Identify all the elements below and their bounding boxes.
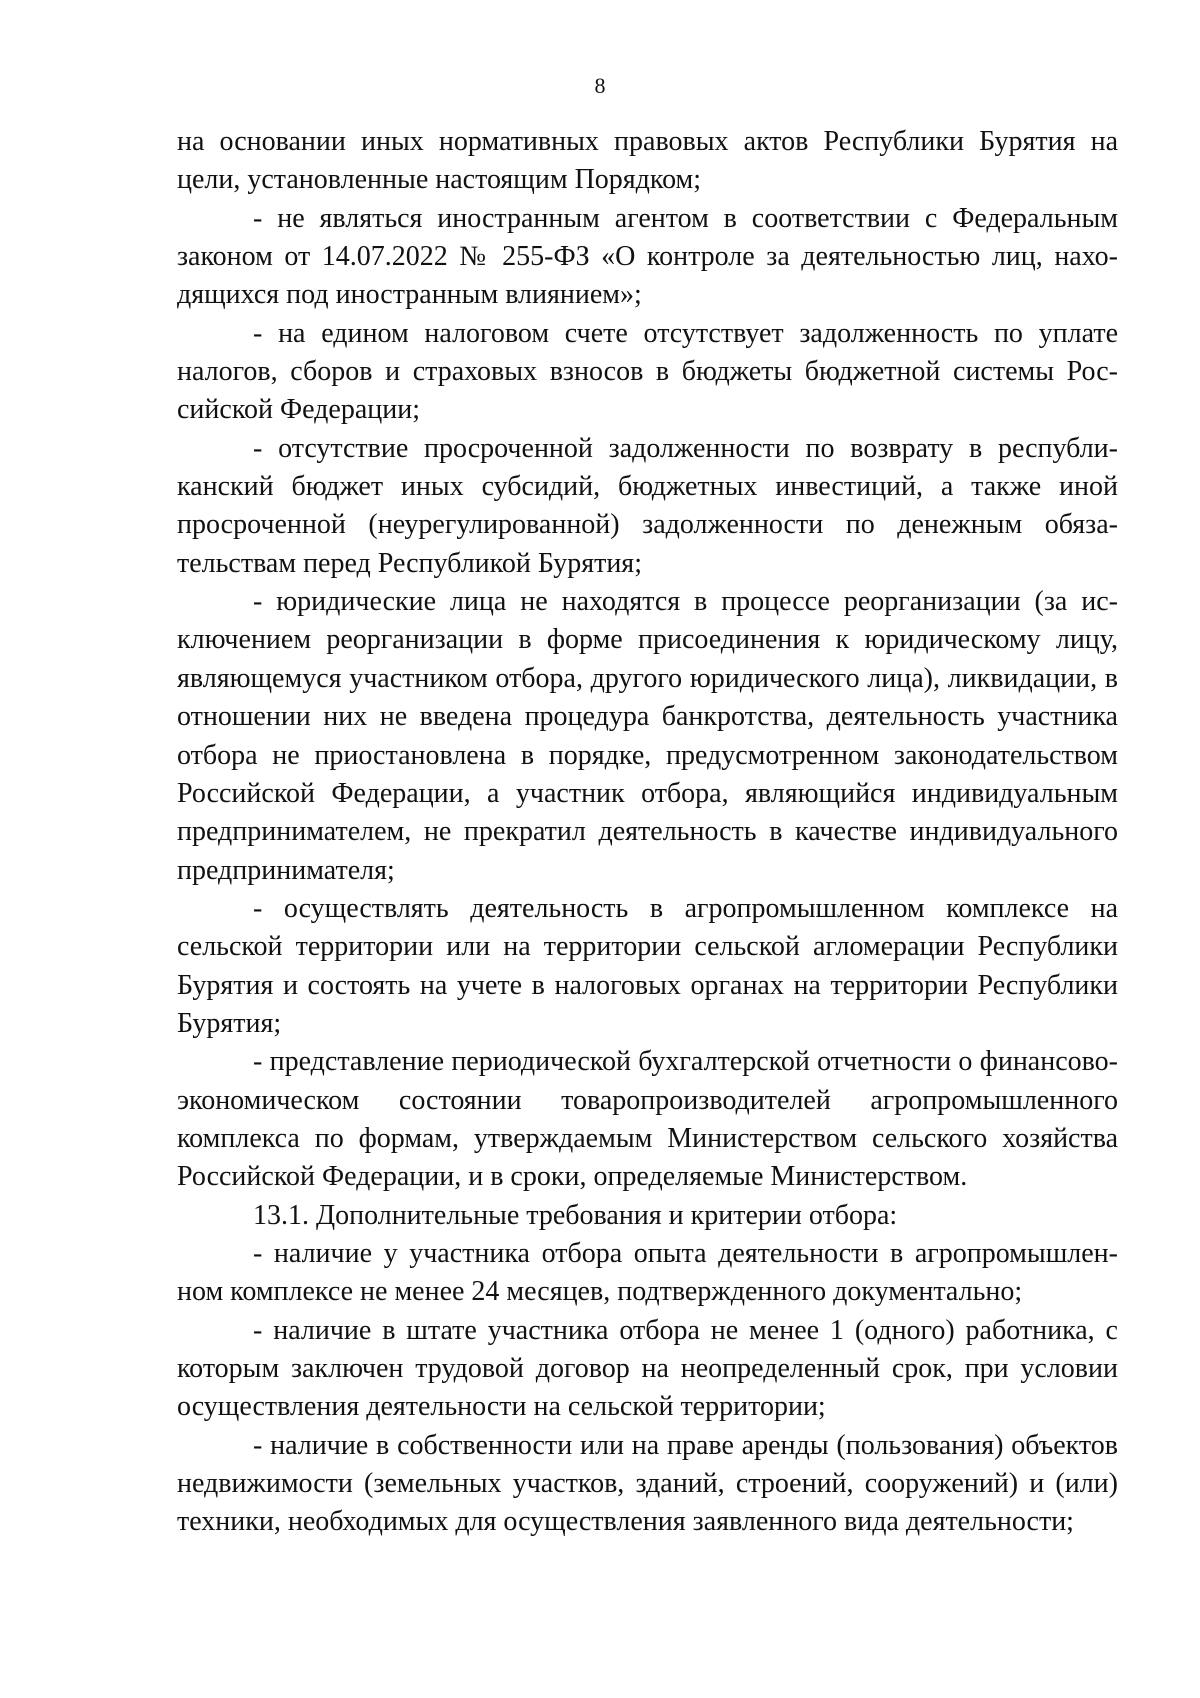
paragraph-foreign-agent: - не являться иностранным агентом в соответствии с Федеральным законом от 14.07.2022 № 255-ФЗ «О контроле за деятельностью лиц, находящихся под иностранным влиянием»; <box>177 202 1118 311</box>
paragraph-tax-debt: - на едином налоговом счете отсутствует задолженность по уплате налогов, сборов и страховых взносов в бюджеты бюджетной системы Российской Федерации; <box>177 317 1118 426</box>
paragraph-experience: - наличие у участника отбора опыта деятельности в агропромышленном комплексе не менее 24 месяцев, подтвержденного документально; <box>177 1237 1118 1308</box>
paragraph-property: - наличие в собственности или на праве аренды (пользования) объектов недвижимости (земельных участков, зданий, строений, сооружений) и (или) техники, необходимых для осуществления заявленного вида деятельности; <box>177 1429 1118 1538</box>
paragraph-agro-activity: - осуществлять деятельность в агропромышленном комплексе на сельской территории или на территории сельской агломерации Республики Бурятия и состоять на учете в налоговых органах на территории Республики Бурятия; <box>177 892 1118 1039</box>
paragraph-continuation: на основании иных нормативных правовых актов Республики Бурятия на цели, установленные настоящим Порядком; <box>177 126 1118 196</box>
paragraph-staff: - наличие в штате участника отбора не менее 1 (одного) работника, с которым заключен трудовой договор на неопределенный срок, при условии осуществления деятельности на сельской территории; <box>177 1314 1118 1423</box>
document-body <box>177 123 1118 1542</box>
paragraph-overdue-debt: - отсутствие просроченной задолженности по возврату в республиканский бюджет иных субсидий, бюджетных инвестиций, а также иной просроченной (неурегулированной) задолженности по денежным обязательствам перед Республикой Бурятия; <box>177 432 1118 579</box>
paragraph-reorganization: - юридические лица не находятся в процессе реорганизации (за исключением реорганизации в форме присоединения к юридическому лицу, являющемуся участником отбора, другого юридического лица), ликвидации, в отношении них не введена процедура банкротства, деятельность участника отбора не приостановлена в порядке, предусмотренном законодательством Российской Федерации, а участник отбора, являющийся индивидуальным предпринимателем, не прекратил деятельность в качестве индивидуального предпринимателя; <box>177 586 1118 886</box>
paragraph-reporting: - представление периодической бухгалтерской отчетности о финансово-экономическом состоянии товаропроизводителей агропромышленного комплекса по формам, утверждаемым Министерством сельского хозяйства Российской Федерации, и в сроки, определяемые Министерством. <box>177 1046 1118 1193</box>
section-13-1-heading: 13.1. Дополнительные требования и критерии отбора: <box>253 1199 898 1231</box>
page-number: 8 <box>594 73 606 98</box>
